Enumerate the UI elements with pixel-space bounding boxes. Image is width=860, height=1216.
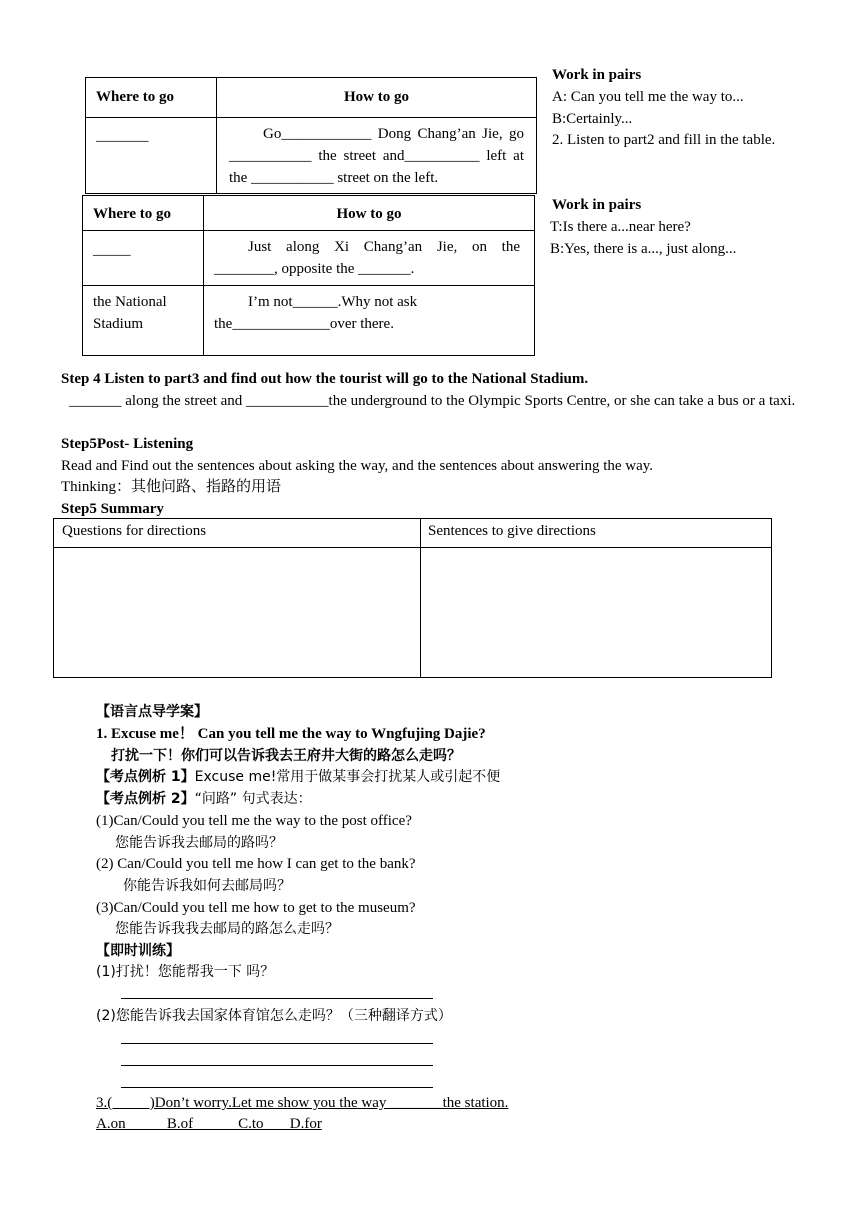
summary-col2-header: Sentences to give directions xyxy=(421,519,772,548)
example3-cn: 您能告诉我我去邮局的路怎么走吗？ xyxy=(115,921,339,937)
table2-row2-how: I’m not______.Why not ask the_____________over there. xyxy=(204,286,535,356)
summary-sentences-cell xyxy=(421,548,772,678)
summary-col1-header: Questions for directions xyxy=(54,519,421,548)
table1-row1-how: Go____________ Dong Chang’an Jie, go ___________ the street and__________ left at the ___________ street on the left. xyxy=(217,118,537,194)
side1-title: Work in pairs xyxy=(552,67,642,83)
side2-title: Work in pairs xyxy=(552,197,642,213)
question-3: 3.( )Don’t worry.Let me show you the way _______the station. xyxy=(96,1095,509,1111)
table2-header-how: How to go xyxy=(204,196,535,231)
practice-heading: 【即时训练】 xyxy=(96,943,180,959)
table2-header-where: Where to go xyxy=(83,196,204,231)
language-k2 xyxy=(96,789,312,811)
k2-text: “问路” 句式表达： xyxy=(194,791,312,807)
table1-header-how: How to go xyxy=(217,78,537,118)
table1-header-where: Where to go xyxy=(86,78,217,118)
table1-row1-where: _______ xyxy=(86,118,217,194)
summary-table xyxy=(53,518,772,678)
step5post-thinking: Thinking：其他问路、指路的用语 xyxy=(61,479,281,495)
example3-en: (3)Can/Could you tell me how to get to the museum? xyxy=(96,900,416,916)
language-s1-en: 1. Excuse me！ Can you tell me the way to Wngfujing Dajie? xyxy=(96,726,486,742)
side2-line2: B:Yes, there is a..., just along... xyxy=(550,241,737,257)
summary-questions-cell xyxy=(54,548,421,678)
table2-row2-where: the National Stadium xyxy=(83,286,204,356)
example2-cn: 你能告诉我如何去邮局吗？ xyxy=(123,878,291,894)
answer-line-2 xyxy=(121,1043,433,1044)
answer-line-4 xyxy=(121,1087,433,1088)
directions-table-2 xyxy=(82,195,535,356)
k1-label: 【考点例析 1】 xyxy=(96,769,195,785)
example1-cn: 您能告诉我去邮局的路吗？ xyxy=(115,835,283,851)
language-k1 xyxy=(96,767,500,789)
k2-label: 【考点例析 2】 xyxy=(96,791,195,807)
language-heading: 【语言点导学案】 xyxy=(96,704,208,720)
step4-title: Step 4 Listen to part3 and find out how the tourist will go to the National Stadium. xyxy=(61,371,589,387)
practice-1: (1)打扰！您能帮我一下 吗？ xyxy=(96,964,275,980)
example2-en: (2) Can/Could you tell me how I can get to the bank? xyxy=(96,856,416,872)
side1-line2: B:Certainly... xyxy=(552,111,633,127)
answer-line-1 xyxy=(121,998,433,999)
language-s1-cn: 打扰一下！你们可以告诉我去王府井大街的路怎么走吗？ xyxy=(111,748,461,764)
table2-row1-how: Just along Xi Chang’an Jie, on the ________, opposite the _______. xyxy=(204,231,535,286)
answer-line-3 xyxy=(121,1065,433,1066)
k1-text: Excuse me!常用于做某事会打扰某人或引起不便 xyxy=(194,769,501,785)
side1-line1: A: Can you tell me the way to... xyxy=(552,89,744,105)
summary-title: Step5 Summary xyxy=(61,501,164,517)
step5post-title: Step5Post- Listening xyxy=(61,436,194,452)
directions-table-1 xyxy=(85,77,537,194)
side1-line3: 2. Listen to part2 and fill in the table. xyxy=(552,132,776,148)
side2-line1: T:Is there a...near here? xyxy=(550,219,691,235)
question-3-options: A.on B.of C.to D.for xyxy=(96,1116,322,1132)
step5post-text: Read and Find out the sentences about asking the way, and the sentences about answering the way. xyxy=(61,458,654,474)
table2-row1-where: _____ xyxy=(83,231,204,286)
example1-en: (1)Can/Could you tell me the way to the post office? xyxy=(96,813,412,829)
step4-text: _______ along the street and ___________the underground to the Olympic Sports Centre, or she can take a bus or a taxi. xyxy=(69,393,796,409)
practice-2: (2)您能告诉我去国家体育馆怎么走吗？（三种翻译方式） xyxy=(96,1008,452,1024)
